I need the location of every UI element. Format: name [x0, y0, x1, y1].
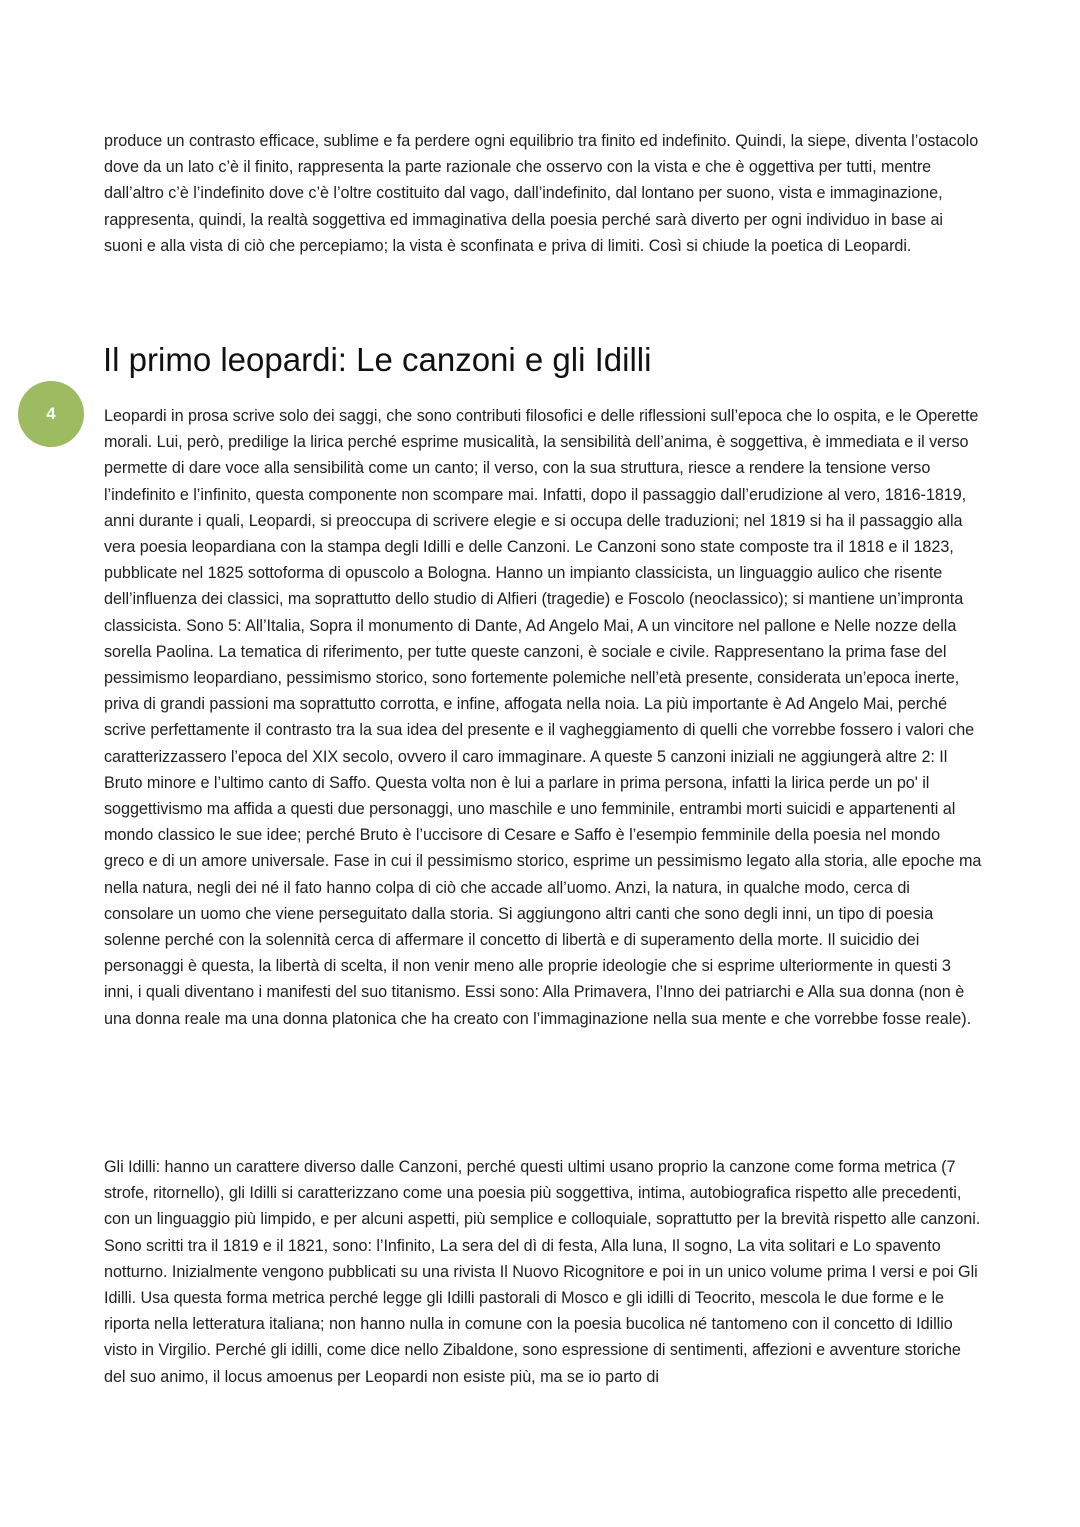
body-paragraph-1	[104, 403, 984, 1032]
continuation-paragraph-text: produce un contrasto efficace, sublime e fa perdere ogni equilibrio tra finito ed indefinito. Quindi, la siepe, diventa l’ostacolo dove da un lato c’è il finito, rappresenta la parte razionale che osservo con la vista e che è oggettiva per tutti, mentre dall’altro c’è l’indefinito dove c’è l’oltre costituito dal vago, dall’indefinito, dal lontano per suono, vista e immaginazione, rappresenta, quindi, la realtà soggettiva ed immaginativa della poesia perché sarà diverto per ogni individuo in base ai suoni e alla vista di ciò che percepiamo; la vista è sconfinata e priva di limiti. Così si chiude la poetica di Leopardi.	[104, 132, 979, 255]
page-number-badge	[18, 381, 84, 447]
body-paragraph-1-text: Leopardi in prosa scrive solo dei saggi, che sono contributi filosofici e delle riflessioni sull’epoca che lo ospita, e le Operette morali. Lui, però, predilige la lirica perché esprime musicalità, la sensibilità dell’anima, è soggettiva, è immediata e il verso permette di dare voce alla sensibilità come un canto; il verso, con la sua struttura, riesce a rendere la tensione verso l’indefinito e l’infinito, questa componente non scompare mai. Infatti, dopo il passaggio dall’erudizione al vero, 1816-1819, anni durante i quali, Leopardi, si preoccupa di scrivere elegie e si occupa delle traduzioni; nel 1819 si ha il passaggio alla vera poesia leopardiana con la stampa degli Idilli e delle Canzoni. Le Canzoni sono state composte tra il 1818 e il 1823, pubblicate nel 1825 sottoforma di opuscolo a Bologna. Hanno un impianto classicista, un linguaggio aulico che risente dell’influenza dei classici, ma soprattutto dello studio di Alfieri (tragedie) e Foscolo (neoclassico); si mantiene un’impronta classicista. Sono 5: All’Italia, Sopra il monumento di Dante, Ad Angelo Mai, A un vincitore nel pallone e Nelle nozze della sorella Paolina. La tematica di riferimento, per tutte queste canzoni, è sociale e civile. Rappresentano la prima fase del pessimismo leopardiano, pessimismo storico, sono fortemente polemiche nell’età presente, considerata un’epoca inerte, priva di grandi passioni ma soprattutto corrotta, e infine, affogata nella noia. La più importante è Ad Angelo Mai, perché scrive perfettamente il contrasto tra la sua idea del presente e il vagheggiamento di quelli che vorrebbe fossero i valori che caratterizzassero l’epoca del XIX secolo, ovvero il caro immaginare. A queste 5 canzoni iniziali ne aggiungerà altre 2: Il Bruto minore e l’ultimo canto di Saffo. Questa volta non è lui a parlare in prima persona, infatti la lirica perde un po' il soggettivismo ma affida a questi due personaggi, uno maschile e uno femminile, entrambi morti suicidi e appartenenti al mondo classico le sue idee; perché Bruto è l’uccisore di Cesare e Saffo è l’esempio femminile della poesia nel mondo greco e di un amore universale. Fase in cui il pessimismo storico, esprime un pessimismo legato alla storia, alle epoche ma nella natura, negli dei né il fato hanno colpa di ciò che accade all’uomo. Anzi, la natura, in qualche modo, cerca di consolare un uomo che viene perseguitato dalla storia. Si aggiungono altri canti che sono degli inni, un tipo di poesia solenne perché con la solennità cerca di affermare il concetto di libertà e di superamento della morte. Il suicidio dei personaggi è questa, la libertà di scelta, il non venir meno alle proprie ideologie che si esprime ulteriormente in questi 3 inni, i quali diventano i manifesti del suo titanismo. Essi sono: Alla Primavera, l’Inno dei patriarchi e Alla sua donna (non è una donna reale ma una donna platonica che ha creato con l’immaginazione nella sua mente e che vorrebbe fosse reale).	[104, 407, 982, 1028]
section-heading: Il primo leopardi: Le canzoni e gli Idilli	[103, 341, 652, 378]
continuation-paragraph	[104, 128, 984, 259]
body-paragraph-2	[104, 1154, 984, 1390]
body-paragraph-2-text: Gli Idilli: hanno un carattere diverso dalle Canzoni, perché questi ultimi usano proprio la canzone come forma metrica (7 strofe, ritornello), gli Idilli si caratterizzano come una poesia più soggettiva, intima, autobiografica rispetto alle precedenti, con un linguaggio più limpido, e per alcuni aspetti, più semplice e colloquiale, soprattutto per la brevità rispetto alle canzoni. Sono scritti tra il 1819 e il 1821, sono: l’Infinito, La sera del dì di festa, Alla luna, Il sogno, La vita solitari e Lo spavento notturno. Inizialmente vengono pubblicati su una rivista Il Nuovo Ricognitore e poi in un unico volume prima I versi e poi Gli Idilli. Usa questa forma metrica perché legge gli Idilli pastorali di Mosco e gli idilli di Teocrito, mescola le due forme e le riporta nella letteratura italiana; non hanno nulla in comune con la poesia bucolica né tantomeno con il concetto di Idillio visto in Virgilio. Perché gli idilli, come dice nello Zibaldone, sono espressione di sentimenti, affezioni e avventure storiche del suo animo, il locus amoenus per Leopardi non esiste più, ma se io parto di	[104, 1158, 981, 1386]
page-number: 4	[46, 404, 56, 423]
